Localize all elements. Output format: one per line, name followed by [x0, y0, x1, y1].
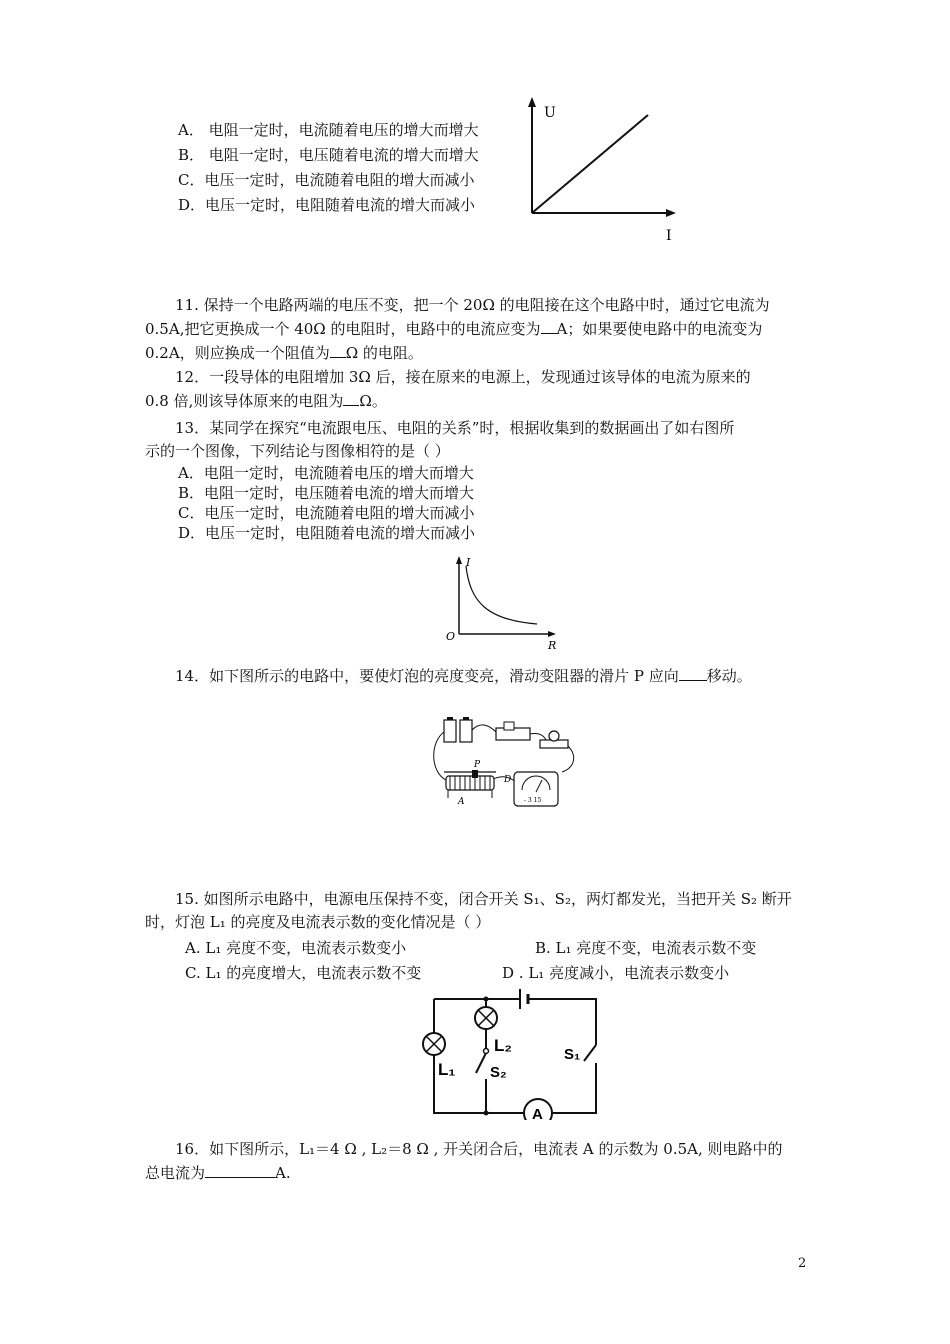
- q10-option-c: C．电压一定时，电流随着电阻的增大而减小: [178, 171, 475, 189]
- q13-option-a: A．电阻一定时，电流随着电压的增大而增大: [178, 464, 474, 482]
- q14-label-p: P: [474, 760, 481, 770]
- q14-label-a: A: [458, 797, 465, 807]
- q14-circuit-figure: [428, 712, 578, 812]
- q10-option-b: B． 电阻一定时，电压随着电流的增大而增大: [178, 146, 479, 164]
- q11-line2: 0.5A,把它更换成一个 40Ω 的电阻时，电路中的电流应变为 A；如果要使电路中的电流变为: [145, 317, 810, 341]
- page-number: 2: [798, 1256, 807, 1271]
- question-12: [145, 366, 810, 413]
- q13-i-r-graph: [442, 552, 567, 652]
- q16-blank: [205, 1161, 275, 1178]
- q15-label-l2: L₂: [494, 1036, 512, 1055]
- question-16: [145, 1138, 810, 1185]
- q10-u-i-graph: [520, 95, 690, 250]
- q13-option-d: D．电压一定时，电阻随着电流的增大而减小: [178, 524, 476, 542]
- q15-label-s1: S₁: [564, 1046, 581, 1063]
- q13-line2: 示的一个图像，下列结论与图像相符的是（ ）: [145, 442, 450, 460]
- q14-text: 14．如下图所示的电路中，要使灯泡的亮度变亮，滑动变阻器的滑片 P 应向 移动。: [145, 664, 810, 688]
- q13-graph-x-label: R: [548, 639, 557, 652]
- q15-ammeter-label: A: [532, 1106, 543, 1120]
- q16-line2: 总电流为 A.: [145, 1161, 810, 1185]
- q14-label-d: D: [504, 775, 512, 785]
- q11-blank-2: [330, 341, 346, 358]
- q10-option-a: A． 电阻一定时，电流随着电压的增大而增大: [178, 121, 479, 139]
- q10-graph-y-label: U: [544, 105, 556, 121]
- q12-blank: [343, 389, 359, 406]
- q13-graph-origin-label: O: [446, 630, 456, 643]
- q13-option-c: C．电压一定时，电流随着电阻的增大而减小: [178, 504, 475, 522]
- q15-circuit-diagram: [412, 985, 612, 1120]
- q15-option-c: C. L₁ 的亮度增大，电流表示数不变: [185, 964, 422, 982]
- q14-blank: [679, 664, 707, 681]
- question-11: [145, 294, 810, 365]
- q14-ammeter-scale: - 3 15: [524, 797, 542, 804]
- q10-graph-x-label: I: [666, 228, 672, 244]
- question-13: [145, 417, 810, 463]
- q11-line1: 11. 保持一个电路两端的电压不变，把一个 20Ω 的电阻接在这个电路中时，通过它电流为: [175, 296, 770, 314]
- q16-line1: 16．如下图所示，L₁＝4 Ω , L₂＝8 Ω , 开关闭合后，电流表 A 的示数为 0.5A, 则电路中的: [175, 1140, 783, 1158]
- q13-line1: 13．某同学在探究“电流跟电压、电阻的关系”时，根据收集到的数据画出了如右图所: [175, 419, 735, 437]
- q15-option-b: B. L₁ 亮度不变，电流表示数不变: [535, 939, 757, 957]
- q15-option-d: D . L₁ 亮度减小，电流表示数变小: [502, 964, 730, 982]
- q12-line1: 12．一段导体的电阻增加 3Ω 后，接在原来的电源上，发现通过该导体的电流为原来的: [175, 368, 751, 386]
- q10-option-d: D．电压一定时，电阻随着电流的增大而减小: [178, 196, 476, 214]
- q11-line3: 0.2A，则应换成一个阻值为 Ω 的电阻。: [145, 341, 810, 365]
- question-15: [145, 888, 810, 934]
- question-14: [145, 664, 810, 688]
- q15-label-s2: S₂: [490, 1064, 507, 1081]
- q15-option-a: A. L₁ 亮度不变，电流表示数变小: [185, 939, 407, 957]
- q12-line2: 0.8 倍,则该导体原来的电阻为 Ω。: [145, 389, 810, 413]
- q13-graph-y-label: I: [466, 556, 471, 569]
- q11-blank-1: [541, 317, 557, 334]
- q15-line2: 时，灯泡 L₁ 的亮度及电流表示数的变化情况是（ ）: [145, 913, 491, 931]
- q15-label-l1: L₁: [438, 1060, 456, 1079]
- q15-line1: 15. 如图所示电路中，电源电压保持不变，闭合开关 S₁、S₂，两灯都发光，当把开关 S₂ 断开: [175, 890, 792, 908]
- q13-option-b: B．电阻一定时，电压随着电流的增大而增大: [178, 484, 475, 502]
